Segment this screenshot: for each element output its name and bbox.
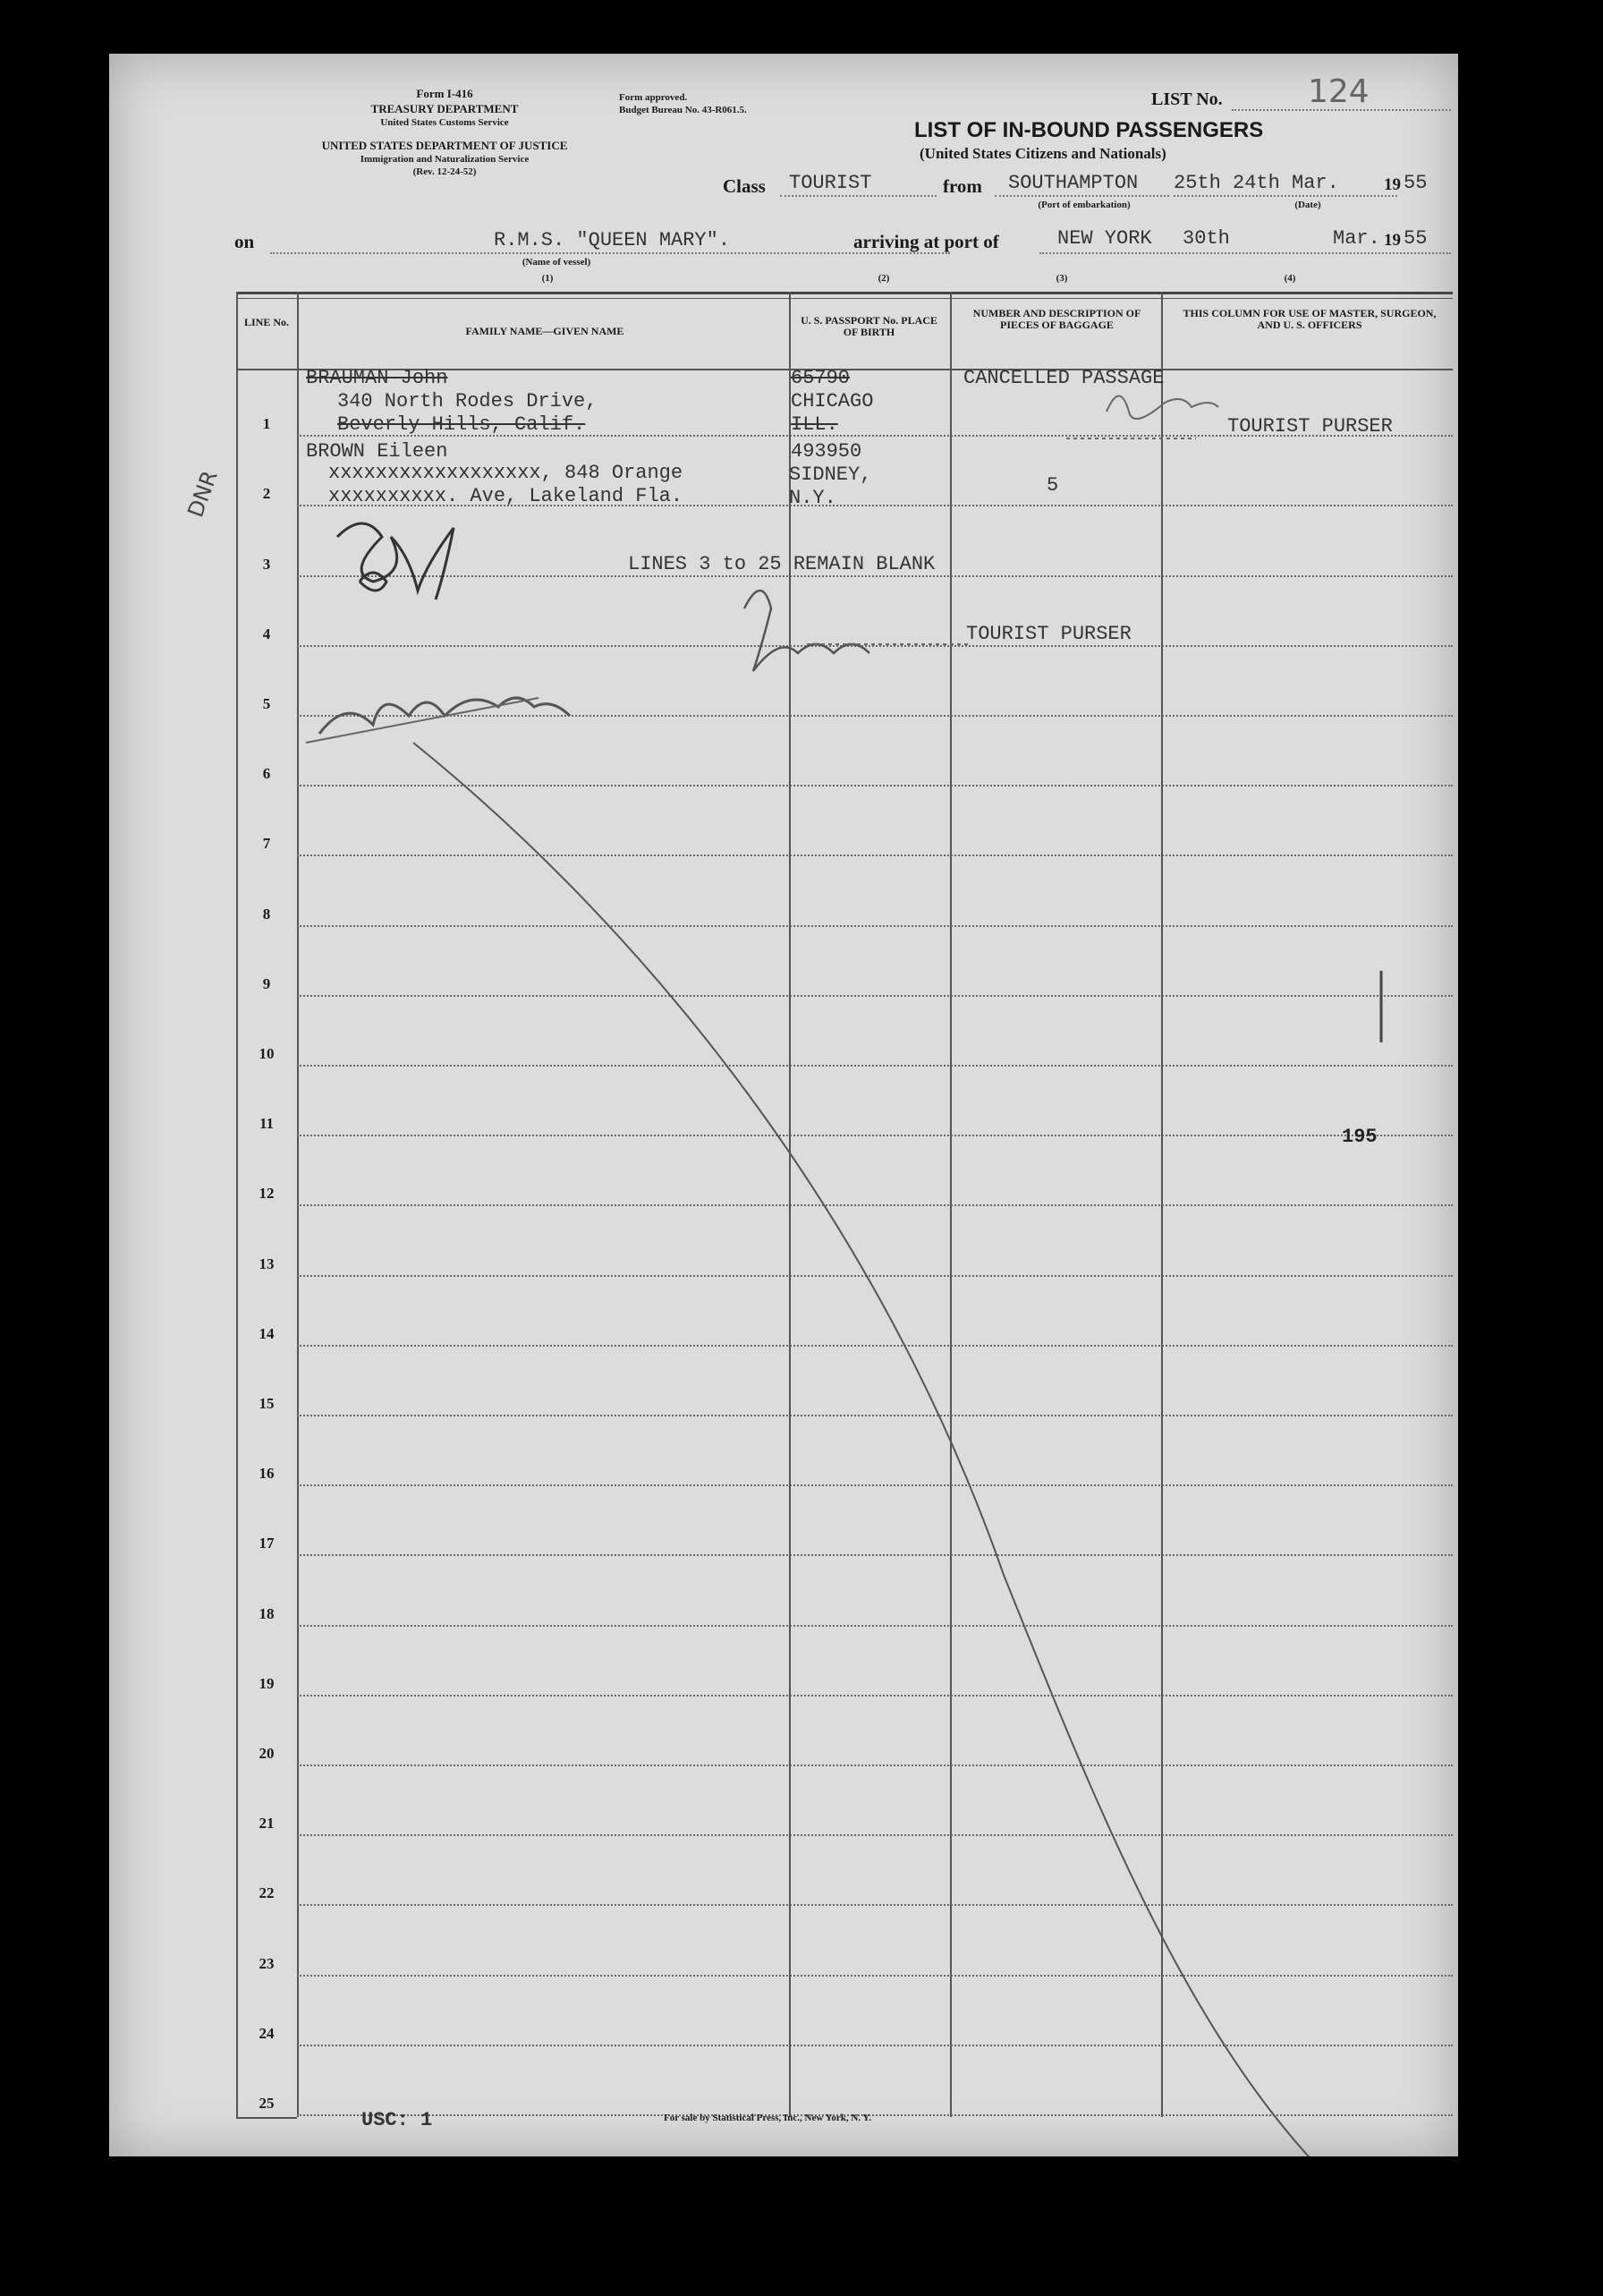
line-number: 5 bbox=[262, 695, 271, 712]
line-number: 14 bbox=[259, 1324, 275, 1342]
budget-bureau: Budget Bureau No. 43-R061.5. bbox=[619, 105, 747, 115]
form-approved: Form approved. bbox=[619, 92, 688, 103]
line-number: 13 bbox=[259, 1254, 275, 1272]
port-caption: (Port of embarkation) bbox=[1038, 200, 1131, 210]
entry-1-address-line2: Beverly Hills, Calif. bbox=[337, 413, 586, 436]
entry-1-purser: TOURIST PURSER bbox=[1227, 415, 1393, 438]
from-label: from bbox=[943, 175, 982, 197]
line-number: 9 bbox=[262, 974, 271, 992]
class-label: Class bbox=[723, 175, 766, 197]
date-caption: (Date) bbox=[1294, 200, 1321, 210]
document-subtitle: (United States Citizens and Nationals) bbox=[920, 145, 1166, 162]
year-value: 55 bbox=[1404, 172, 1428, 194]
entry-1-name: BRAUMAN John bbox=[306, 367, 448, 389]
arriving-label: arriving at port of bbox=[853, 231, 999, 252]
justice-department: UNITED STATES DEPARTMENT OF JUSTICE bbox=[321, 139, 568, 152]
list-number-label: LIST No. bbox=[1151, 89, 1223, 109]
document-title: LIST OF IN-BOUND PASSENGERS bbox=[914, 118, 1264, 142]
entry-2-name: BROWN Eileen bbox=[306, 440, 448, 463]
year-prefix: 19 bbox=[1384, 175, 1401, 194]
line-number: 7 bbox=[262, 835, 271, 853]
header-name: FAMILY NAME—GIVEN NAME bbox=[465, 325, 624, 337]
entry-1-address-line1: 340 North Rodes Drive, bbox=[337, 390, 598, 412]
line-number: 10 bbox=[259, 1045, 275, 1062]
entry-1-passport: 65790 bbox=[791, 367, 851, 389]
revision-date: (Rev. 12-24-52) bbox=[412, 166, 477, 177]
header-officers: THIS COLUMN FOR USE OF MASTER, SURGEON, AND U. S. OFFICERS bbox=[1183, 307, 1437, 331]
line-number: 19 bbox=[259, 1674, 275, 1692]
treasury-department: TREASURY DEPARTMENT bbox=[370, 102, 519, 115]
entry-2-birth-city: SIDNEY, bbox=[789, 463, 872, 486]
purser-signature-label: TOURIST PURSER bbox=[966, 623, 1132, 645]
line-number: 12 bbox=[259, 1185, 275, 1203]
header-baggage: NUMBER AND DESCRIPTION OF PIECES OF BAGGAGE bbox=[972, 307, 1141, 331]
entry-1-baggage: CANCELLED PASSAGE bbox=[963, 367, 1165, 389]
line-number: 21 bbox=[259, 1815, 275, 1833]
entry-2-passport: 493950 bbox=[791, 440, 862, 463]
caption-2: (2) bbox=[878, 273, 890, 284]
form-number: Form I-416 bbox=[416, 87, 473, 100]
line-number: 16 bbox=[259, 1465, 275, 1483]
line-number: 15 bbox=[259, 1395, 275, 1412]
line-number: 20 bbox=[259, 1745, 275, 1762]
vessel-name: R.M.S. "QUEEN MARY". bbox=[494, 229, 731, 251]
line-number: 11 bbox=[259, 1115, 275, 1133]
arrival-month: Mar. bbox=[1333, 227, 1380, 250]
line-number: 25 bbox=[259, 2095, 275, 2112]
entry-2-address-line1: xxxxxxxxxxxxxxxxxx, 848 Orange bbox=[328, 462, 683, 484]
line-number: 3 bbox=[262, 555, 271, 573]
entry-1-birth-city: CHICAGO bbox=[791, 390, 874, 412]
line-number: 1 bbox=[262, 415, 271, 433]
line-number: 17 bbox=[259, 1535, 275, 1552]
blank-lines-note: LINES 3 to 25 REMAIN BLANK bbox=[628, 553, 936, 575]
entry-2-baggage: 5 bbox=[1047, 474, 1059, 497]
embark-date: 25th 24th Mar. bbox=[1174, 172, 1339, 194]
line-number: 18 bbox=[259, 1604, 275, 1622]
line-number: 24 bbox=[259, 2024, 275, 2042]
header-passport: U. S. PASSPORT No. PLACE OF BIRTH bbox=[801, 314, 937, 338]
port-of-embarkation: SOUTHAMPTON bbox=[1008, 172, 1139, 194]
caption-4: (4) bbox=[1284, 273, 1296, 284]
handwritten-marks bbox=[109, 54, 1458, 2156]
passenger-list-document bbox=[109, 54, 1458, 2156]
line-number: 22 bbox=[259, 1884, 275, 1902]
caption-1: (1) bbox=[541, 273, 554, 284]
line-number: 23 bbox=[259, 1954, 275, 1972]
arrival-date: 30th bbox=[1183, 227, 1230, 250]
customs-service: United States Customs Service bbox=[380, 117, 509, 128]
caption-3: (3) bbox=[1056, 273, 1068, 284]
entry-1-birth-state: ILL. bbox=[791, 413, 838, 436]
arrival-port: NEW YORK bbox=[1057, 227, 1152, 250]
header-line-no: LINE No. bbox=[243, 316, 289, 328]
line-number: 8 bbox=[262, 905, 271, 923]
class-value: TOURIST bbox=[789, 172, 872, 194]
line-number: 6 bbox=[262, 765, 271, 783]
on-label: on bbox=[234, 231, 255, 252]
entry-2-address-line2: xxxxxxxxxx. Ave, Lakeland Fla. bbox=[328, 485, 683, 507]
right-annotation: 195 bbox=[1342, 1126, 1378, 1148]
arrival-year: 55 bbox=[1404, 227, 1428, 250]
margin-annotation: DNR bbox=[182, 467, 223, 521]
entry-2-birth-state: N.Y. bbox=[789, 487, 836, 509]
list-number-value: 124 bbox=[1308, 73, 1370, 110]
vessel-caption: (Name of vessel) bbox=[522, 257, 591, 268]
line-number: 2 bbox=[262, 485, 271, 503]
printer-credit: For sale by Statistical Press, Inc., New York, N. Y. bbox=[664, 2113, 872, 2123]
line-number: 4 bbox=[262, 625, 271, 642]
usc-code: USC: 1 bbox=[361, 2109, 433, 2131]
arrival-year-prefix: 19 bbox=[1384, 231, 1401, 250]
immigration-service: Immigration and Naturalization Service bbox=[360, 154, 530, 165]
